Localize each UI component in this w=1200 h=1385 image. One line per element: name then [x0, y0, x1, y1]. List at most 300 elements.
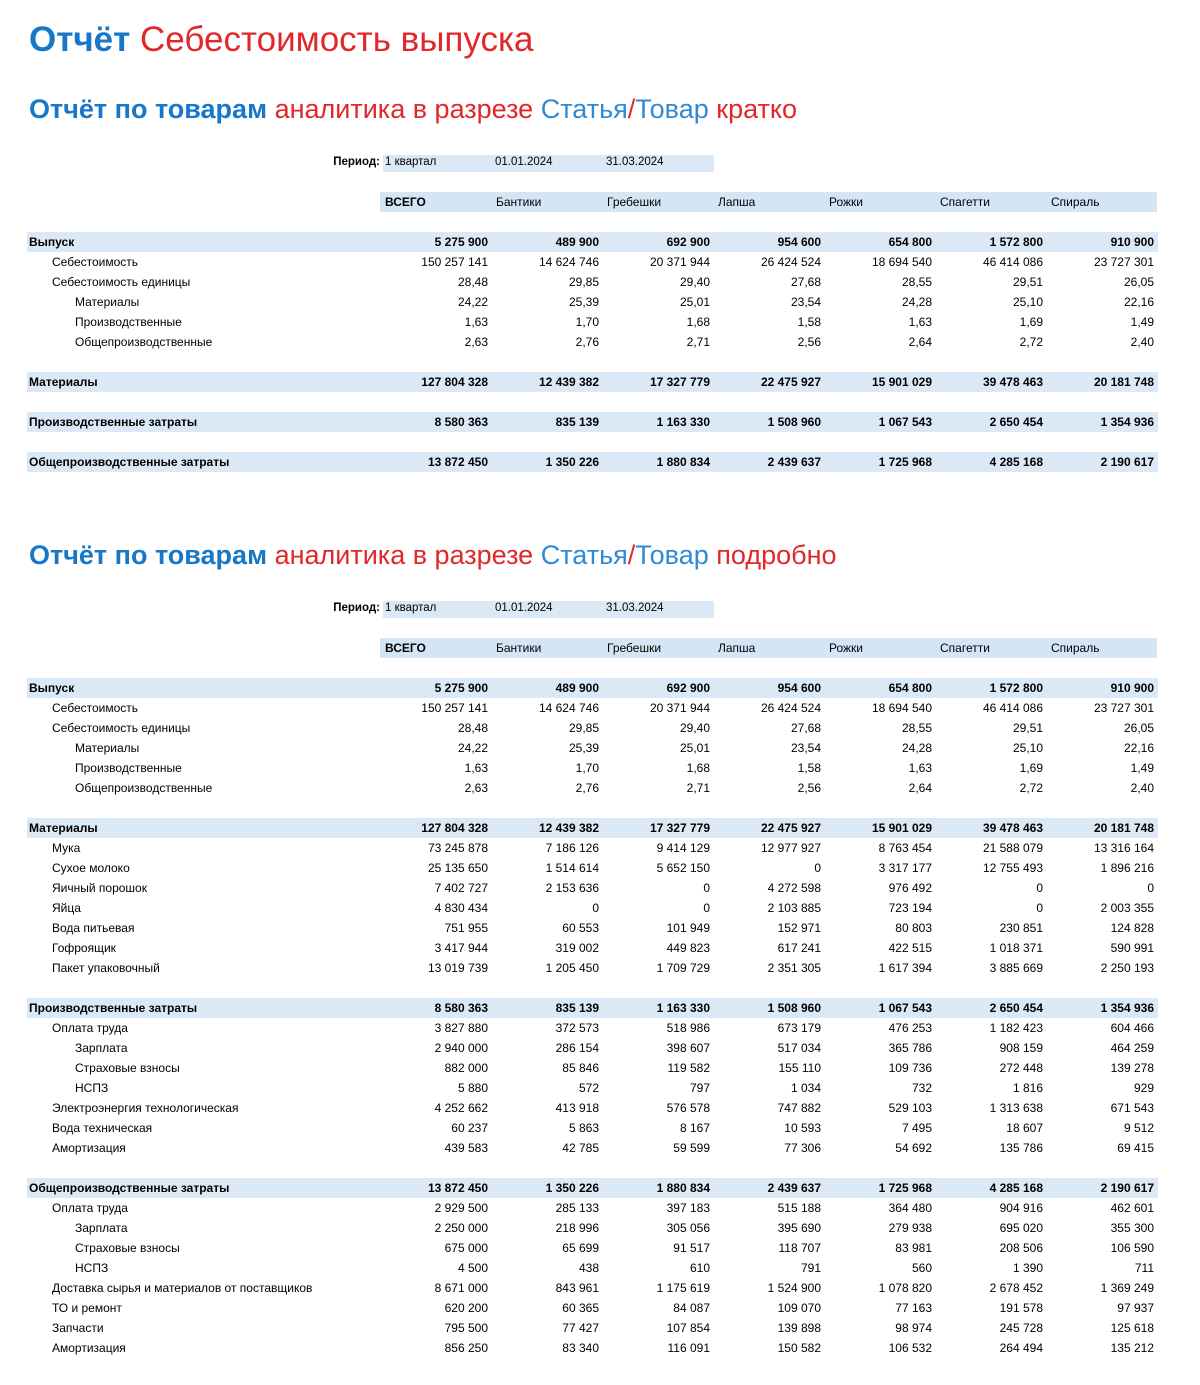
cell-value: 18 607 — [1006, 1121, 1043, 1135]
cell-value: 904 916 — [999, 1201, 1043, 1215]
cell-value: 517 034 — [777, 1041, 821, 1055]
table-row — [27, 1338, 1158, 1358]
table-row — [27, 878, 1158, 898]
cell-value: 139 278 — [1110, 1061, 1154, 1075]
table-row — [27, 1318, 1158, 1338]
cell-value: 1 369 249 — [1100, 1281, 1154, 1295]
cell-value: 1 018 371 — [989, 941, 1043, 955]
column-header: Рожки — [829, 641, 863, 655]
cell-value: 1 572 800 — [989, 235, 1043, 249]
cell-value: 155 110 — [778, 1061, 821, 1075]
cell-value: 24,22 — [457, 295, 488, 309]
cell-value: 518 986 — [666, 1021, 710, 1035]
cell-value: 654 800 — [888, 681, 932, 695]
cell-value: 230 851 — [999, 921, 1043, 935]
column-header: Спагетти — [940, 195, 990, 209]
cell-value: 15 901 029 — [871, 821, 932, 835]
row-label: ТО и ремонт — [52, 1301, 122, 1315]
cell-value: 0 — [1036, 881, 1043, 895]
cell-value: 1 163 330 — [656, 415, 710, 429]
detailed-report-heading — [29, 540, 837, 571]
cell-value: 1 880 834 — [656, 1181, 710, 1195]
cell-value: 5 863 — [568, 1121, 599, 1135]
cell-value: 1 078 820 — [878, 1281, 932, 1295]
row-label: Выпуск — [29, 235, 75, 249]
cell-value: 3 827 880 — [434, 1021, 488, 1035]
cell-value: 25,10 — [1012, 295, 1043, 309]
row-label: Амортизация — [52, 1141, 126, 1155]
cell-value: 617 241 — [777, 941, 821, 955]
period-label: Период: — [333, 156, 380, 168]
cell-value: 1 508 960 — [767, 415, 821, 429]
short-report-heading — [29, 94, 797, 125]
cell-value: 83 340 — [562, 1341, 599, 1355]
cell-value: 929 — [1133, 1081, 1154, 1095]
cell-value: 25,10 — [1012, 741, 1043, 755]
cell-value: 4 285 168 — [989, 455, 1043, 469]
cell-value: 20 371 944 — [649, 255, 710, 269]
cell-value: 208 506 — [999, 1241, 1043, 1255]
cell-value: 24,22 — [457, 741, 488, 755]
cell-value: 489 900 — [555, 681, 599, 695]
row-label: Запчасти — [52, 1321, 104, 1335]
cell-value: 5 880 — [457, 1081, 488, 1095]
row-label: Страховые взносы — [75, 1241, 180, 1255]
cell-value: 150 257 141 — [421, 255, 488, 269]
cell-value: 305 056 — [666, 1221, 710, 1235]
cell-value: 106 532 — [888, 1341, 932, 1355]
period-end-date: 31.03.2024 — [606, 602, 664, 614]
table-row — [27, 738, 1158, 758]
cell-value: 1,69 — [1019, 761, 1043, 775]
cell-value: 139 898 — [777, 1321, 821, 1335]
cell-value: 1,58 — [797, 761, 821, 775]
table-row — [27, 918, 1158, 938]
cell-value: 13 316 164 — [1093, 841, 1154, 855]
cell-value: 751 955 — [444, 921, 488, 935]
table-row — [27, 1238, 1158, 1258]
cell-value: 20 371 944 — [649, 701, 710, 715]
cell-value: 150 257 141 — [421, 701, 488, 715]
row-label: НСПЗ — [75, 1261, 109, 1275]
cell-value: 692 900 — [666, 681, 710, 695]
cell-value: 29,85 — [568, 275, 599, 289]
table-row — [27, 312, 1158, 332]
cell-value: 1 617 394 — [878, 961, 932, 975]
cell-value: 29,85 — [568, 721, 599, 735]
cell-value: 1 725 968 — [878, 455, 932, 469]
row-label: Оплата труда — [52, 1021, 128, 1035]
cell-value: 28,48 — [457, 275, 488, 289]
cell-value: 1 508 960 — [767, 1001, 821, 1015]
period-start-date: 01.01.2024 — [495, 156, 553, 168]
row-label: Себестоимость единицы — [52, 721, 191, 735]
table-row — [27, 452, 1158, 472]
column-header: Спираль — [1051, 641, 1100, 655]
cell-value: 3 317 177 — [878, 861, 932, 875]
cell-value: 2 351 305 — [767, 961, 821, 975]
cell-value: 8 763 454 — [878, 841, 932, 855]
cell-value: 654 800 — [888, 235, 932, 249]
cell-value: 1,49 — [1130, 761, 1154, 775]
heading-part: Статья — [540, 94, 628, 124]
cell-value: 106 590 — [1110, 1241, 1154, 1255]
table-row — [27, 678, 1158, 698]
row-label: Мука — [52, 841, 81, 855]
cell-value: 620 200 — [444, 1301, 488, 1315]
cell-value: 1,58 — [797, 315, 821, 329]
cell-value: 1 572 800 — [989, 681, 1043, 695]
cell-value: 9 414 129 — [656, 841, 710, 855]
cell-value: 77 427 — [562, 1321, 599, 1335]
cell-value: 109 736 — [888, 1061, 932, 1075]
cell-value: 26,05 — [1123, 275, 1154, 289]
cell-value: 7 186 126 — [545, 841, 599, 855]
cell-value: 8 167 — [679, 1121, 710, 1135]
column-header: Лапша — [718, 195, 756, 209]
cell-value: 218 996 — [555, 1221, 599, 1235]
cell-value: 590 991 — [1110, 941, 1154, 955]
cell-value: 14 624 746 — [538, 701, 599, 715]
cell-value: 0 — [1147, 881, 1154, 895]
cell-value: 1 350 226 — [545, 1181, 599, 1195]
cell-value: 1 067 543 — [878, 1001, 932, 1015]
cell-value: 46 414 086 — [982, 701, 1043, 715]
cell-value: 604 466 — [1110, 1021, 1154, 1035]
cell-value: 449 823 — [666, 941, 710, 955]
cell-value: 365 786 — [888, 1041, 932, 1055]
cell-value: 3 417 944 — [434, 941, 488, 955]
cell-value: 15 901 029 — [871, 375, 932, 389]
table-row — [27, 838, 1158, 858]
cell-value: 2 929 500 — [434, 1201, 488, 1215]
cell-value: 12 439 382 — [538, 375, 599, 389]
heading-part: подробно — [716, 540, 837, 570]
cell-value: 2,64 — [908, 781, 932, 795]
cell-value: 2 190 617 — [1100, 1181, 1154, 1195]
cell-value: 692 900 — [666, 235, 710, 249]
cell-value: 12 439 382 — [538, 821, 599, 835]
cell-value: 1 034 — [790, 1081, 821, 1095]
cell-value: 1 725 968 — [878, 1181, 932, 1195]
cell-value: 572 — [578, 1081, 599, 1095]
table-row — [27, 898, 1158, 918]
column-header: Рожки — [829, 195, 863, 209]
cell-value: 1 313 638 — [989, 1101, 1043, 1115]
cell-value: 671 543 — [1110, 1101, 1154, 1115]
table-row — [27, 1258, 1158, 1278]
table-row — [27, 1038, 1158, 1058]
cell-value: 4 285 168 — [989, 1181, 1043, 1195]
cell-value: 439 583 — [444, 1141, 488, 1155]
cell-value: 0 — [703, 881, 710, 895]
cell-value: 25,01 — [679, 295, 710, 309]
cell-value: 0 — [592, 901, 599, 915]
cell-value: 2 940 000 — [434, 1041, 488, 1055]
cell-value: 372 573 — [555, 1021, 599, 1035]
cell-value: 1,68 — [686, 761, 710, 775]
cell-value: 18 694 540 — [871, 701, 932, 715]
row-label: Производственные — [75, 761, 182, 775]
cell-value: 54 692 — [895, 1141, 932, 1155]
cell-value: 59 599 — [673, 1141, 710, 1155]
row-label: Производственные затраты — [29, 415, 198, 429]
cell-value: 0 — [1036, 901, 1043, 915]
heading-part: / — [627, 540, 636, 570]
cell-value: 65 699 — [562, 1241, 599, 1255]
table-row — [27, 818, 1158, 838]
table-row — [27, 1278, 1158, 1298]
table-row — [27, 1058, 1158, 1078]
cell-value: 489 900 — [555, 235, 599, 249]
cell-value: 73 245 878 — [427, 841, 488, 855]
cell-value: 675 000 — [444, 1241, 488, 1255]
cell-value: 286 154 — [555, 1041, 599, 1055]
table-row — [27, 1118, 1158, 1138]
table-row — [27, 858, 1158, 878]
row-label: Общепроизводственные — [75, 781, 213, 795]
cell-value: 908 159 — [999, 1041, 1043, 1055]
cell-value: 272 448 — [999, 1061, 1043, 1075]
cell-value: 4 252 662 — [434, 1101, 488, 1115]
cell-value: 882 000 — [444, 1061, 488, 1075]
heading-part: Отчёт по товарам — [29, 540, 268, 570]
cell-value: 26,05 — [1123, 721, 1154, 735]
table-row — [27, 232, 1158, 252]
cell-value: 135 786 — [999, 1141, 1043, 1155]
cell-value: 5 275 900 — [434, 681, 488, 695]
cell-value: 12 755 493 — [982, 861, 1043, 875]
cell-value: 954 600 — [777, 235, 821, 249]
cell-value: 835 139 — [555, 1001, 599, 1015]
period-end-date: 31.03.2024 — [606, 156, 664, 168]
cell-value: 39 478 463 — [982, 375, 1043, 389]
cell-value: 29,40 — [679, 721, 710, 735]
heading-part: / — [627, 94, 636, 124]
cell-value: 39 478 463 — [982, 821, 1043, 835]
row-label: Яйца — [52, 901, 81, 915]
cell-value: 29,40 — [679, 275, 710, 289]
row-label: Материалы — [29, 375, 98, 389]
cell-value: 5 652 150 — [656, 861, 710, 875]
cell-value: 2 439 637 — [767, 455, 821, 469]
cell-value: 116 091 — [667, 1341, 710, 1355]
cell-value: 1,63 — [464, 761, 488, 775]
cell-value: 1 182 423 — [989, 1021, 1043, 1035]
cell-value: 560 — [911, 1261, 932, 1275]
heading-part: аналитика в разрезе — [274, 540, 534, 570]
cell-value: 28,48 — [457, 721, 488, 735]
heading-part: Товар — [635, 94, 709, 124]
cell-value: 1,69 — [1019, 315, 1043, 329]
cell-value: 1 816 — [1012, 1081, 1043, 1095]
cell-value: 2 003 355 — [1100, 901, 1154, 915]
cell-value: 1 163 330 — [656, 1001, 710, 1015]
table-row — [27, 292, 1158, 312]
table-row — [27, 998, 1158, 1018]
cell-value: 60 553 — [562, 921, 599, 935]
table-row — [27, 1078, 1158, 1098]
cell-value: 23 727 301 — [1093, 255, 1154, 269]
row-label: Себестоимость единицы — [52, 275, 191, 289]
cell-value: 29,51 — [1012, 275, 1043, 289]
table-row — [27, 718, 1158, 738]
cell-value: 1 350 226 — [545, 455, 599, 469]
cell-value: 14 624 746 — [538, 255, 599, 269]
table-row — [27, 412, 1158, 432]
period-start-date: 01.01.2024 — [495, 602, 553, 614]
cell-value: 1,63 — [464, 315, 488, 329]
table-row — [27, 1198, 1158, 1218]
cell-value: 1,68 — [686, 315, 710, 329]
cell-value: 97 937 — [1117, 1301, 1154, 1315]
cell-value: 245 728 — [999, 1321, 1043, 1335]
cell-value: 843 961 — [555, 1281, 599, 1295]
row-label: Оплата труда — [52, 1201, 128, 1215]
cell-value: 118 707 — [778, 1241, 821, 1255]
row-label: Яичный порошок — [52, 881, 147, 895]
row-label: Зарплата — [75, 1041, 128, 1055]
cell-value: 101 949 — [666, 921, 710, 935]
cell-value: 12 977 927 — [760, 841, 821, 855]
cell-value: 26 424 524 — [760, 701, 821, 715]
cell-value: 910 900 — [1110, 235, 1154, 249]
column-header: ВСЕГО — [385, 641, 426, 655]
cell-value: 150 582 — [777, 1341, 821, 1355]
cell-value: 2,63 — [464, 781, 488, 795]
cell-value: 2 250 000 — [434, 1221, 488, 1235]
column-header: Спираль — [1051, 195, 1100, 209]
row-label: Материалы — [29, 821, 98, 835]
cell-value: 4 830 434 — [434, 901, 488, 915]
table-row — [27, 698, 1158, 718]
cell-value: 2,40 — [1130, 781, 1154, 795]
heading-part: аналитика в разрезе — [274, 94, 534, 124]
cell-value: 69 415 — [1117, 1141, 1154, 1155]
row-label: Производственные — [75, 315, 182, 329]
cell-value: 0 — [703, 901, 710, 915]
row-label: Пакет упаковочный — [52, 961, 160, 975]
cell-value: 462 601 — [1110, 1201, 1154, 1215]
period-label: Период: — [333, 602, 380, 614]
cell-value: 364 480 — [888, 1201, 932, 1215]
table-row — [27, 372, 1158, 392]
cell-value: 1 354 936 — [1100, 415, 1154, 429]
cell-value: 264 494 — [999, 1341, 1043, 1355]
cell-value: 397 183 — [666, 1201, 710, 1215]
page-title — [29, 20, 534, 60]
period-value: 1 квартал — [385, 156, 437, 168]
cell-value: 20 181 748 — [1093, 375, 1154, 389]
cell-value: 795 500 — [444, 1321, 488, 1335]
cell-value: 319 002 — [555, 941, 599, 955]
row-label: Вода питьевая — [52, 921, 135, 935]
table-row — [27, 1218, 1158, 1238]
cell-value: 152 971 — [777, 921, 821, 935]
heading-part: кратко — [716, 94, 798, 124]
cell-value: 77 163 — [895, 1301, 932, 1315]
cell-value: 124 828 — [1110, 921, 1154, 935]
cell-value: 25,39 — [568, 295, 599, 309]
cell-value: 2,64 — [908, 335, 932, 349]
cell-value: 711 — [1134, 1261, 1154, 1275]
cell-value: 4 272 598 — [767, 881, 821, 895]
table-row — [27, 1018, 1158, 1038]
cell-value: 26 424 524 — [760, 255, 821, 269]
cell-value: 2 103 885 — [767, 901, 821, 915]
cell-value: 2 153 636 — [545, 881, 599, 895]
cell-value: 1 354 936 — [1100, 1001, 1154, 1015]
cell-value: 4 500 — [457, 1261, 488, 1275]
table-row — [27, 252, 1158, 272]
table-row — [27, 1138, 1158, 1158]
cell-value: 17 327 779 — [649, 821, 710, 835]
cell-value: 279 938 — [888, 1221, 932, 1235]
row-label: Страховые взносы — [75, 1061, 180, 1075]
heading-part: Статья — [540, 540, 628, 570]
cell-value: 476 253 — [888, 1021, 932, 1035]
cell-value: 576 578 — [666, 1101, 710, 1115]
cell-value: 24,28 — [901, 295, 932, 309]
cell-value: 1 205 450 — [545, 961, 599, 975]
cell-value: 80 803 — [895, 921, 932, 935]
row-label: Общепроизводственные — [75, 335, 213, 349]
cell-value: 83 981 — [895, 1241, 932, 1255]
cell-value: 1 524 900 — [767, 1281, 821, 1295]
cell-value: 1 390 — [1012, 1261, 1043, 1275]
cell-value: 1 709 729 — [656, 961, 710, 975]
period-value: 1 квартал — [385, 602, 437, 614]
cell-value: 976 492 — [888, 881, 932, 895]
cell-value: 125 618 — [1110, 1321, 1154, 1335]
cell-value: 28,55 — [901, 275, 932, 289]
cell-value: 0 — [814, 861, 821, 875]
row-label: Себестоимость — [52, 701, 139, 715]
row-label: Электроэнергия технологическая — [52, 1101, 239, 1115]
cell-value: 1,63 — [908, 315, 932, 329]
cell-value: 2 650 454 — [989, 1001, 1043, 1015]
cell-value: 835 139 — [555, 415, 599, 429]
cell-value: 107 854 — [666, 1321, 710, 1335]
cell-value: 42 785 — [562, 1141, 599, 1155]
cell-value: 13 872 450 — [427, 1181, 488, 1195]
table-row — [27, 332, 1158, 352]
cell-value: 2 250 193 — [1100, 961, 1154, 975]
table-row — [27, 938, 1158, 958]
cell-value: 2,72 — [1019, 781, 1043, 795]
cell-value: 27,68 — [790, 721, 821, 735]
row-label: Зарплата — [75, 1221, 128, 1235]
cell-value: 2,76 — [575, 781, 599, 795]
row-label: Гофроящик — [52, 941, 116, 955]
cell-value: 8 580 363 — [434, 1001, 488, 1015]
cell-value: 1 880 834 — [656, 455, 710, 469]
cell-value: 2,71 — [686, 335, 710, 349]
cell-value: 1,70 — [575, 761, 599, 775]
cell-value: 60 365 — [562, 1301, 599, 1315]
row-label: Материалы — [75, 741, 140, 755]
cell-value: 7 402 727 — [434, 881, 488, 895]
cell-value: 723 194 — [888, 901, 932, 915]
cell-value: 109 070 — [777, 1301, 821, 1315]
cell-value: 20 181 748 — [1093, 821, 1154, 835]
cell-value: 1,70 — [575, 315, 599, 329]
table-row — [27, 1178, 1158, 1198]
cell-value: 91 517 — [673, 1241, 710, 1255]
row-label: Себестоимость — [52, 255, 139, 269]
cell-value: 8 671 000 — [434, 1281, 488, 1295]
cell-value: 2 650 454 — [989, 415, 1043, 429]
